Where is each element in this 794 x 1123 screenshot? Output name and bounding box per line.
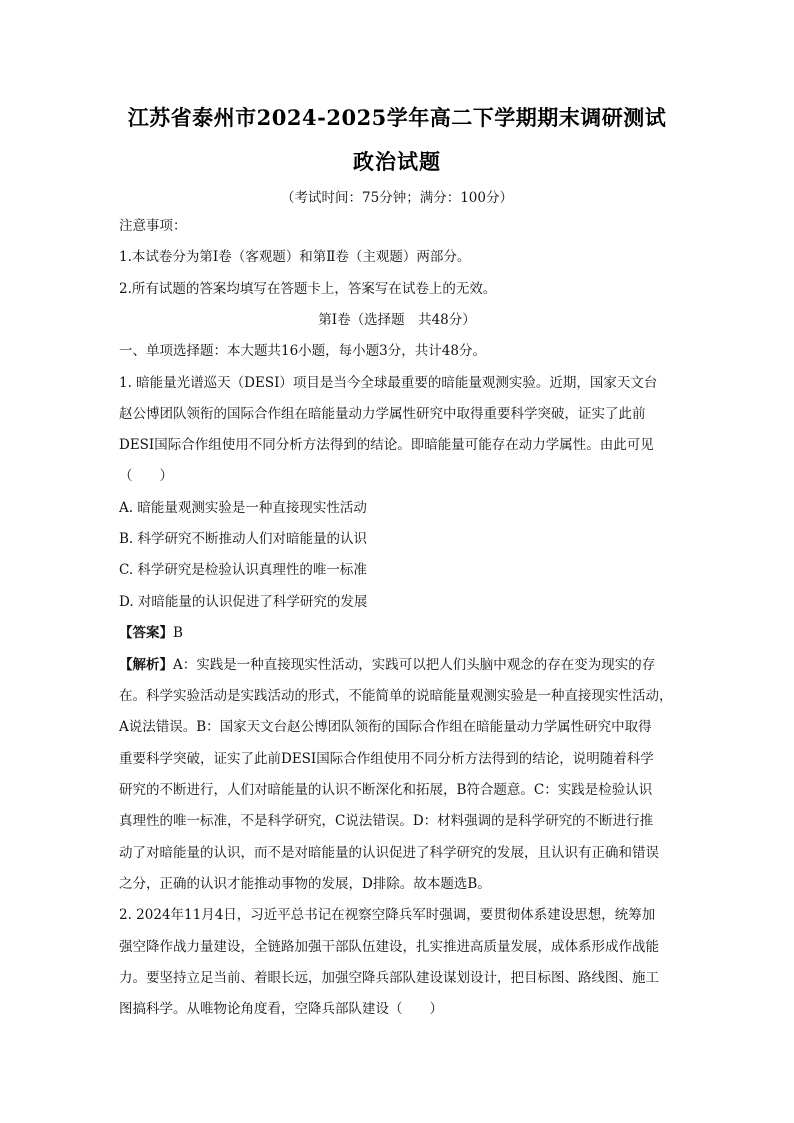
part-heading: 一、单项选择题：本大题共16小题，每小题3分，共计48分。 bbox=[119, 343, 486, 359]
q2-stem-line: 强空降作战力量建设，全链路加强干部队伍建设，扎实推进高质量发展，成体系形成作战能 bbox=[119, 939, 659, 955]
q1-answer bbox=[119, 623, 679, 643]
q1-analysis-line: 动了对暗能量的认识，而不是对暗能量的认识促进了科学研究的发展，且认识有正确和错误 bbox=[119, 845, 659, 861]
q1-stem-line: 1. 暗能量光谱巡天（DESI）项目是当今全球最重要的暗能量观测实验。近期，国家天文台 bbox=[119, 375, 658, 391]
q1-stem-line: （ ） bbox=[119, 468, 173, 484]
q1-option-b: B. 科学研究不断推动人们对暗能量的认识 bbox=[119, 531, 368, 547]
q1-analysis-line: 之分，正确的认识才能推动事物的发展，D排除。故本题选B。 bbox=[119, 876, 491, 892]
q1-analysis-line: A说法错误。B：国家天文台赵公博团队领衔的国际合作组在暗能量动力学属性研究中取得 bbox=[119, 719, 652, 735]
q1-analysis-line: 在。科学实验活动是实践活动的形式，不能简单的说暗能量观测实验是一种直接现实性活动， bbox=[119, 688, 673, 704]
q1-analysis-line: 研究的不断进行，人们对暗能量的认识不断深化和拓展，B符合题意。C：实践是检验认识 bbox=[119, 782, 653, 798]
analysis-text: A：实践是一种直接现实性活动，实践可以把人们头脑中观念的存在变为现实的存 bbox=[173, 657, 656, 673]
q1-option-d: D. 对暗能量的认识促进了科学研究的发展 bbox=[119, 594, 368, 610]
exam-title: 江苏省泰州市2024-2025学年高二下学期期末调研测试 bbox=[127, 105, 667, 130]
q1-option-c: C. 科学研究是检验认识真理性的唯一标准 bbox=[119, 562, 367, 578]
q1-stem-line: 赵公博团队领衔的国际合作组在暗能量动力学属性研究中取得重要科学突破，证实了此前 bbox=[119, 406, 646, 422]
notice-heading: 注意事项： bbox=[119, 218, 187, 234]
q2-stem-line: 力。要坚持立足当前、着眼长远，加强空降兵部队建设谋划设计，把目标图、路线图、施工 bbox=[119, 970, 659, 986]
analysis-label: 【解析】 bbox=[119, 657, 173, 673]
q1-analysis-line: 重要科学突破，证实了此前DESI国际合作组使用不同分析方法得到的结论，说明随着科学 bbox=[119, 751, 654, 767]
exam-info: （考试时间：75分钟；满分：100分） bbox=[281, 190, 513, 206]
answer-value: B bbox=[173, 625, 183, 641]
q2-stem-line: 图搞科学。从唯物论角度看，空降兵部队建设（ ） bbox=[119, 1001, 443, 1017]
q1-analysis-line bbox=[119, 655, 679, 675]
volume-heading: 第Ⅰ卷（选择题 共48分） bbox=[318, 312, 476, 328]
q1-option-a: A. 暗能量观测实验是一种直接现实性活动 bbox=[119, 500, 367, 516]
answer-label: 【答案】 bbox=[119, 625, 173, 641]
exam-subtitle: 政治试题 bbox=[353, 149, 441, 174]
notice-item-1: 1.本试卷分为第Ⅰ卷（客观题）和第Ⅱ卷（主观题）两部分。 bbox=[119, 249, 471, 265]
q1-analysis-line: 真理性的唯一标准，不是科学研究，C说法错误。D：材料强调的是科学研究的不断进行推 bbox=[119, 813, 654, 829]
q2-stem-line: 2. 2024年11月4日，习近平总书记在视察空降兵军时强调，要贯彻体系建设思想，统筹加 bbox=[119, 907, 656, 923]
notice-item-2: 2.所有试题的答案均填写在答题卡上，答案写在试卷上的无效。 bbox=[119, 281, 497, 297]
q1-stem-line: DESI国际合作组使用不同分析方法得到的结论。即暗能量可能存在动力学属性。由此可见 bbox=[119, 437, 654, 453]
